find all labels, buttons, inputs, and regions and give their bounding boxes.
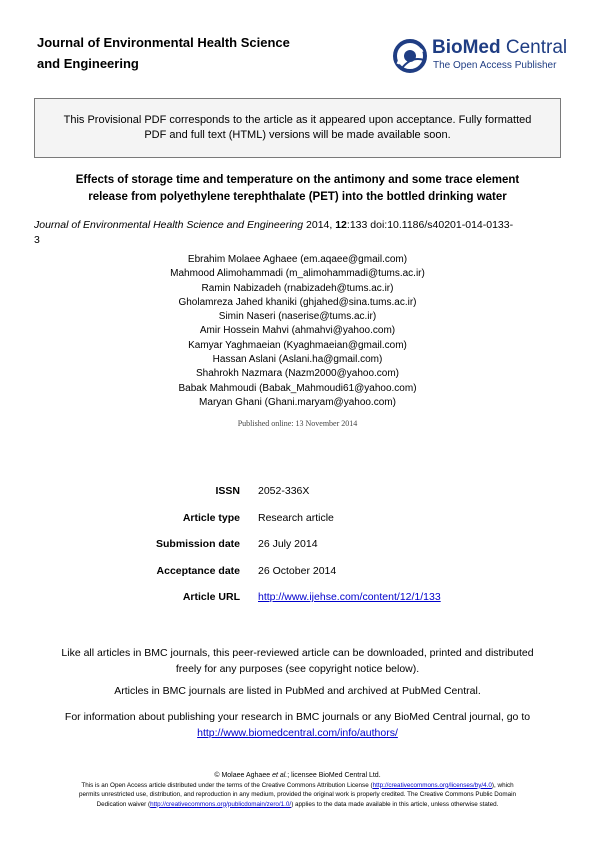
author: Babak Mahmoudi (Babak_Mahmoudi61@yahoo.com)	[178, 382, 417, 394]
author: Simin Naseri (naserise@tums.ac.ir)	[218, 311, 377, 323]
copyright-pre: © Molaee Aghaee	[214, 772, 273, 779]
waiver-text-pre: Dedication waiver (	[96, 800, 151, 808]
author: Gholamreza Jahed khaniki (ghjahed@sina.tums.ac.ir)	[178, 296, 417, 308]
logo-biomed: BioMed	[432, 37, 501, 58]
author: Ramin Nabizadeh (rnabizadeh@tums.ac.ir)	[201, 282, 394, 294]
logo-tagline: The Open Access Publisher	[433, 60, 557, 71]
biomed-central-logo	[392, 38, 567, 74]
meta-row-acceptance	[0, 565, 595, 579]
author: Maryan Ghani (Ghani.maryam@yahoo.com)	[199, 396, 396, 408]
notice-line1: This Provisional PDF corresponds to the article as it appeared upon acceptance. Fully formatted	[63, 114, 532, 126]
notice-line2: PDF and full text (HTML) versions will be made available soon.	[144, 129, 451, 141]
bmc-paragraph-1	[40, 645, 555, 677]
copyright-et-al: et al.	[272, 772, 288, 779]
author: Shahrokh Nazmara (Nazm2000@yahoo.com)	[195, 368, 400, 380]
acceptance-date-value: 26 October 2014	[258, 565, 337, 577]
bmc-p3-line1: For information about publishing your research in BMC journals or any BioMed Central journal, go to	[64, 711, 531, 723]
author: Kamyar Yaghmaeian (Kyaghmaeian@gmail.com)	[188, 339, 407, 351]
author-list	[60, 253, 535, 410]
waiver-text-post: ) applies to the data made available in this article, unless otherwise stated.	[291, 800, 499, 808]
journal-title-line1: Journal of Environmental Health Science	[37, 35, 290, 50]
license-text-post: ), which	[491, 781, 514, 789]
article-url-link[interactable]: http://www.ijehse.com/content/12/1/133	[258, 591, 441, 603]
citation-year: 2014,	[303, 219, 336, 231]
logo-central: Central	[505, 37, 568, 58]
article-type-label: Article type	[182, 512, 240, 524]
citation-journal: Journal of Environmental Health Science and Engineering	[34, 219, 304, 231]
issn-label: ISSN	[215, 485, 240, 497]
author: Mahmood Alimohammadi (m_alimohammadi@tums.ac.ir)	[170, 268, 425, 280]
article-title-line2: release from polyethylene terephthalate (PET) into the bottled drinking water	[88, 191, 507, 203]
published-online: Published online: 13 November 2014	[237, 419, 358, 428]
provisional-notice	[34, 98, 561, 158]
article-url-label: Article URL	[182, 591, 240, 603]
copyright-footer	[34, 771, 561, 809]
license-link[interactable]: http://creativecommons.org/licenses/by/4.0	[372, 781, 492, 789]
citation-doi: :133 doi:10.1186/s40201-014-0133-	[346, 219, 514, 231]
author: Amir Hossein Mahvi (ahmahvi@yahoo.com)	[199, 325, 396, 337]
journal-title	[37, 32, 290, 74]
citation	[34, 218, 561, 248]
journal-title-line2: and Engineering	[37, 56, 139, 71]
bmc-paragraph-2: Articles in BMC journals are listed in PubMed and archived at PubMed Central.	[114, 685, 481, 697]
bmc-paragraph-3	[40, 709, 555, 741]
authors-info-link[interactable]: http://www.biomedcentral.com/info/authors/	[197, 727, 398, 739]
author: Hassan Aslani (Aslani.ha@gmail.com)	[212, 354, 383, 366]
acceptance-date-label: Acceptance date	[156, 565, 240, 577]
article-title-line1: Effects of storage time and temperature on the antimony and some trace element	[75, 174, 520, 186]
public-domain-link[interactable]: http://creativecommons.org/publicdomain/zero/1.0/	[150, 800, 292, 808]
meta-row-submission	[0, 538, 595, 552]
citation-doi-cont: 3	[34, 234, 40, 246]
citation-volume: 12	[335, 219, 347, 231]
issn-value: 2052-336X	[258, 485, 310, 497]
bmc-p1-line1: Like all articles in BMC journals, this peer-reviewed article can be downloaded, printed and distributed	[61, 647, 534, 659]
license-text-pre: This is an Open Access article distributed under the terms of the Creative Commons Attribution License (	[81, 781, 373, 789]
bmc-p1-line2: freely for any purposes (see copyright notice below).	[175, 663, 420, 675]
meta-row-issn	[0, 485, 595, 499]
license-text-line3: permits unrestricted use, distribution, and reproduction in any medium, provided the original work is properly credited. The Creative Commons Public Domain	[78, 791, 517, 798]
submission-date-label: Submission date	[155, 538, 240, 550]
meta-row-url	[0, 591, 595, 605]
article-title	[30, 172, 565, 206]
article-type-value: Research article	[258, 512, 334, 524]
copyright-post: ; licensee BioMed Central Ltd.	[287, 772, 381, 779]
meta-row-type	[0, 512, 595, 526]
logo-wordmark	[432, 38, 567, 58]
author: Ebrahim Molaee Aghaee (em.aqaee@gmail.com)	[187, 254, 408, 265]
submission-date-value: 26 July 2014	[258, 538, 318, 550]
biomed-central-swirl-icon	[392, 38, 428, 74]
